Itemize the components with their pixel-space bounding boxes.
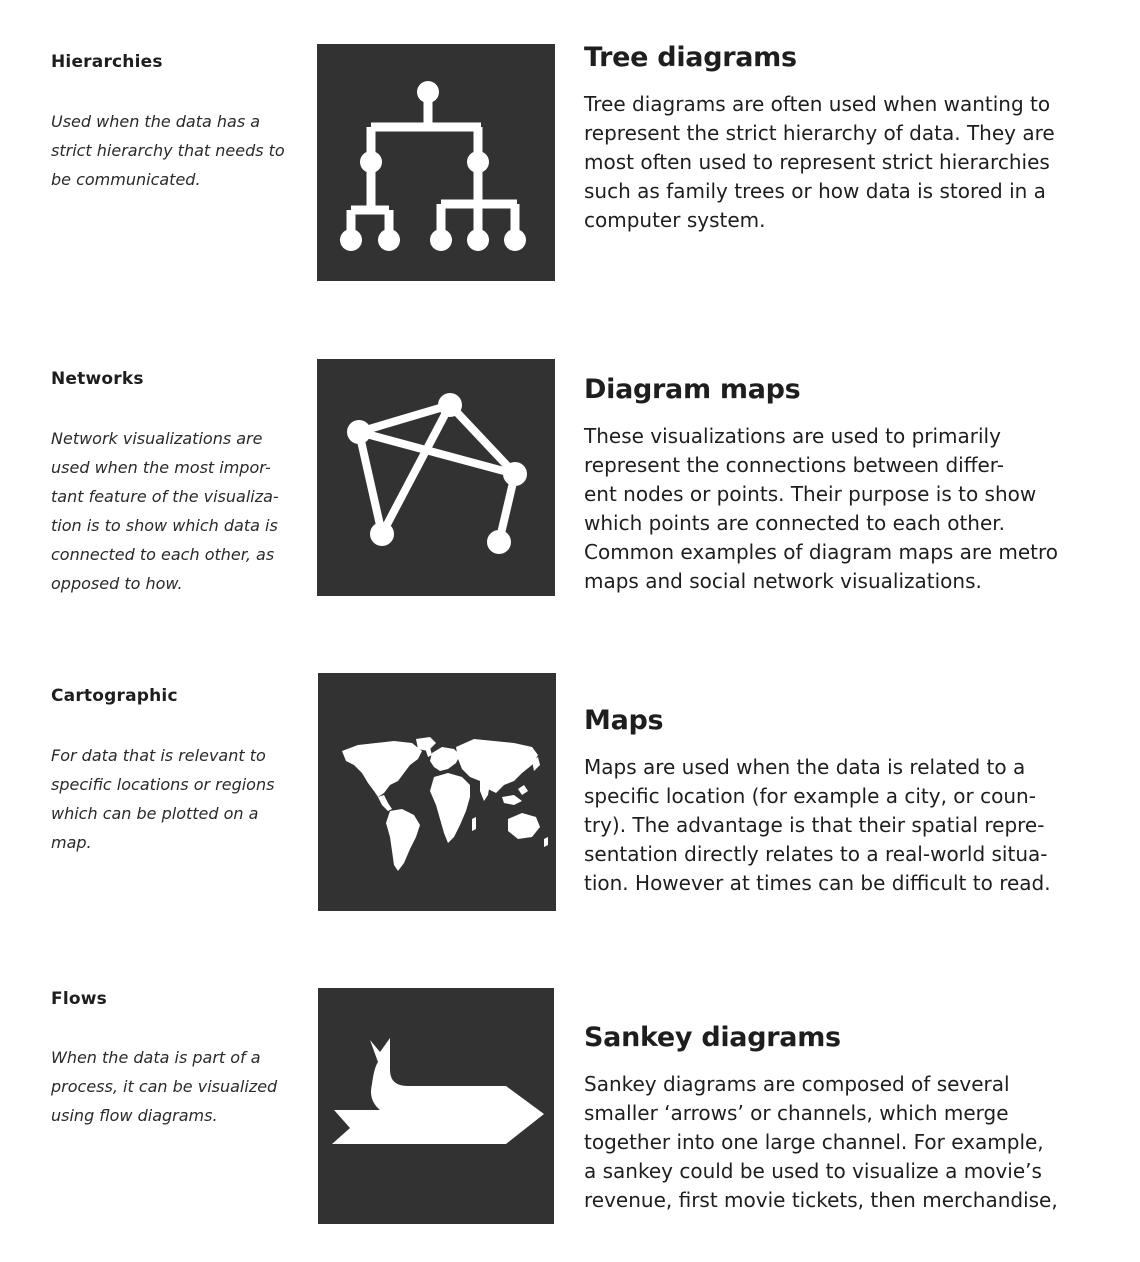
category-description: Used when the data has a strict hierarchy that needs to be communicated.	[51, 112, 285, 189]
category-description: When the data is part of a process, it can be visualized using flow diagrams.	[51, 1048, 278, 1125]
section-body: Sankey diagrams are composed of several smaller ‘arrows’ or channels, which merge together into one large channel. For example, a sankey could be used to visualize a movie’s revenue, first movie tickets, then merchandise,	[584, 1072, 1058, 1212]
category-description: For data that is relevant to specific locations or regions which can be plotted on a map.	[51, 746, 275, 852]
category-label: Networks	[51, 369, 144, 389]
section-body: Tree diagrams are often used when wanting to represent the strict hierarchy of data. They are most often used to represent strict hierarchies such as family trees or how data is stored in a computer system.	[584, 92, 1055, 232]
tree-diagram-icon	[317, 44, 555, 281]
section-title: Diagram maps	[584, 374, 801, 405]
category-label: Cartographic	[51, 686, 178, 706]
section-body: Maps are used when the data is related to a specific location (for example a city, or coun- try). The advantage is that their spatial repre- sentation directly relates to a real-world situa- tion. However at times can be difficult to read.	[584, 755, 1051, 895]
category-description: Network visualizations are used when the most impor- tant feature of the visualiza- tion is to show which data is connected to each other, as opposed to how.	[51, 429, 279, 593]
section-body: These visualizations are used to primarily represent the connections between differ- ent nodes or points. Their purpose is to show which points are connected to each other. Common examples of diagram maps are metro maps and social network visualizations.	[584, 424, 1059, 593]
network-diagram-icon	[317, 359, 555, 596]
section-title: Maps	[584, 705, 664, 736]
category-label: Flows	[51, 989, 107, 1009]
world-map-icon	[318, 673, 556, 911]
sankey-arrow-icon	[318, 988, 554, 1224]
section-title: Tree diagrams	[584, 42, 797, 73]
section-title: Sankey diagrams	[584, 1022, 841, 1053]
category-label: Hierarchies	[51, 52, 163, 72]
